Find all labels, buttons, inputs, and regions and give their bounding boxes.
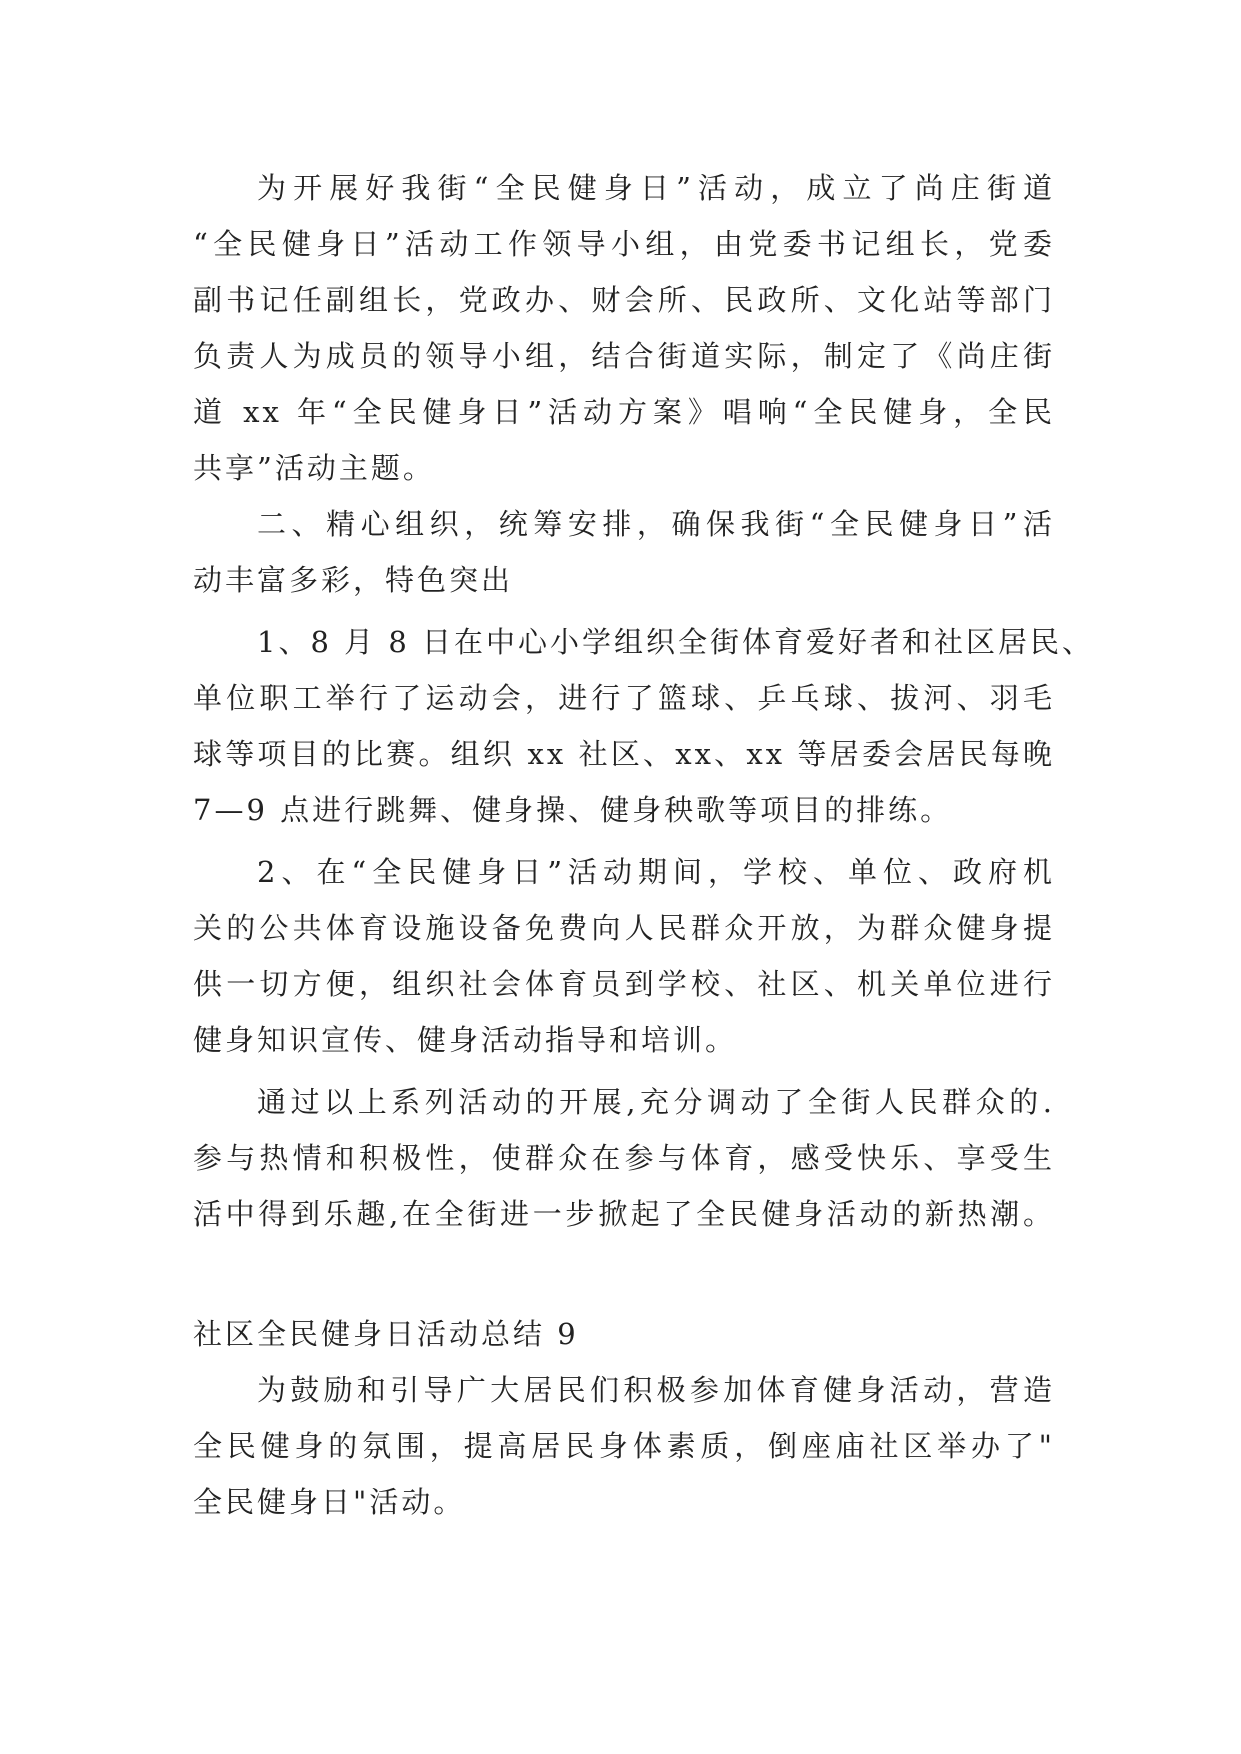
paragraph-line: 全民健身的氛围，提高居民身体素质，倒座庙社区举办了" [193,1429,1055,1463]
paragraph-line: 为鼓励和引导广大居民们积极参加体育健身活动，营造 [257,1373,1055,1407]
paragraph-line: 1、8 月 8 日在中心小学组织全街体育爱好者和社区居民、 [257,625,1095,659]
paragraph-line: 7—9 点进行跳舞、健身操、健身秧歌等项目的排练。 [193,793,953,827]
paragraph-line: 活中得到乐趣,在全街进一步掀起了全民健身活动的新热潮。 [193,1197,1055,1231]
paragraph-line: 副书记任副组长，党政办、财会所、民政所、文化站等部门 [193,283,1055,317]
paragraph-line: 参与热情和积极性，使群众在参与体育，感受快乐、享受生 [193,1141,1055,1175]
paragraph-line: 负责人为成员的领导小组，结合街道实际，制定了《尚庄街 [193,339,1055,373]
paragraph-line: 单位职工举行了运动会，进行了篮球、乒乓球、拔河、羽毛 [193,681,1055,715]
paragraph-line: 2、在“全民健身日”活动期间，学校、单位、政府机 [257,855,1055,889]
heading-line: 动丰富多彩，特色突出 [193,563,514,597]
paragraph-line: 健身知识宣传、健身活动指导和培训。 [193,1023,738,1057]
paragraph-item-1 [193,614,1095,838]
paragraph-line: 供一切方便，组织社会体育员到学校、社区、机关单位进行 [193,967,1055,1001]
paragraph-line: 关的公共体育设施设备免费向人民群众开放，为群众健身提 [193,911,1055,945]
document-page [193,160,1095,1530]
heading-line: 二、精心组织，统筹安排，确保我街“全民健身日”活 [257,507,1055,541]
paragraph-line: 道 xx 年“全民健身日”活动方案》唱响“全民健身，全民 [193,395,1055,429]
paragraph-line: 球等项目的比赛。组织 xx 社区、xx、xx 等居委会居民每晚 [193,737,1055,771]
section-title-9: 社区全民健身日活动总结 9 [193,1317,579,1351]
paragraph-item-2 [193,844,1055,1068]
paragraph-summary [193,1074,1055,1242]
paragraph-line: 全民健身日"活动。 [193,1485,466,1519]
paragraph-line: 通过以上系列活动的开展,充分调动了全街人民群众的. [257,1085,1055,1119]
paragraph-line: 为开展好我街“全民健身日”活动，成立了尚庄街道 [257,171,1055,205]
paragraph-organization [193,160,1055,496]
paragraph-line: 共享”活动主题。 [193,451,435,485]
paragraph-section-9 [193,1362,1055,1530]
paragraph-line: “全民健身日”活动工作领导小组，由党委书记组长，党委 [193,227,1055,261]
section-heading-two [193,496,1055,608]
